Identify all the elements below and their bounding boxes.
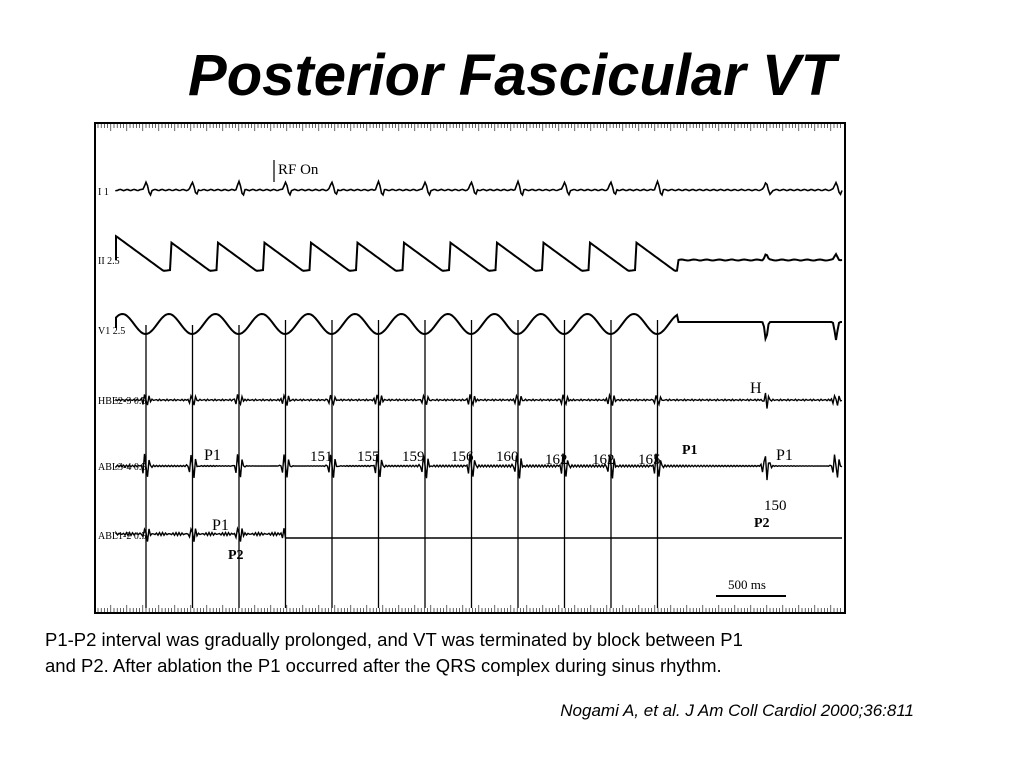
p1-label: P1 — [204, 447, 221, 464]
scale-bar-label: 500 ms — [728, 577, 766, 592]
interval-label: 162 — [545, 452, 568, 468]
figure-caption — [45, 627, 985, 679]
p1-label: P1 — [682, 443, 698, 458]
ecg-tracing — [94, 120, 846, 616]
ecg-figure — [94, 120, 846, 616]
p1-label: P1 — [776, 447, 793, 464]
interval-label: 159 — [402, 449, 425, 465]
caption-line: and P2. After ablation the P1 occurred after the QRS complex during sinus rhythm. — [45, 655, 722, 676]
figure-frame — [95, 123, 845, 613]
interval-label: 160 — [496, 449, 519, 465]
p2-label: P2 — [228, 548, 244, 563]
p2-label: P2 — [754, 516, 770, 531]
lead-label: HBE2-3 0.5 — [98, 396, 147, 407]
slide-title: Posterior Fascicular VT — [188, 43, 836, 108]
interval-label: 156 — [451, 449, 474, 465]
lead-label: ABL3-4 0.5 — [98, 462, 147, 473]
citation: Nogami A, et al. J Am Coll Cardiol 2000;36:811 — [560, 701, 914, 720]
sinus-interval-label: 150 — [764, 498, 787, 514]
p1-label: P1 — [212, 517, 229, 534]
lead-label: V1 2.5 — [98, 326, 126, 337]
interval-label: 162 — [592, 452, 615, 468]
interval-label: 151 — [310, 449, 333, 465]
lead-label: I 1 — [98, 187, 109, 198]
interval-label: 155 — [357, 449, 380, 465]
caption-line: P1-P2 interval was gradually prolonged, and VT was terminated by block between P1 — [45, 629, 743, 650]
lead-label: ABL1-2 0.5 — [98, 531, 147, 542]
interval-label: 165 — [638, 452, 661, 468]
his-marker: H — [750, 380, 762, 397]
rf-on-label: RF On — [278, 162, 319, 178]
lead-label: II 2.5 — [98, 256, 120, 267]
